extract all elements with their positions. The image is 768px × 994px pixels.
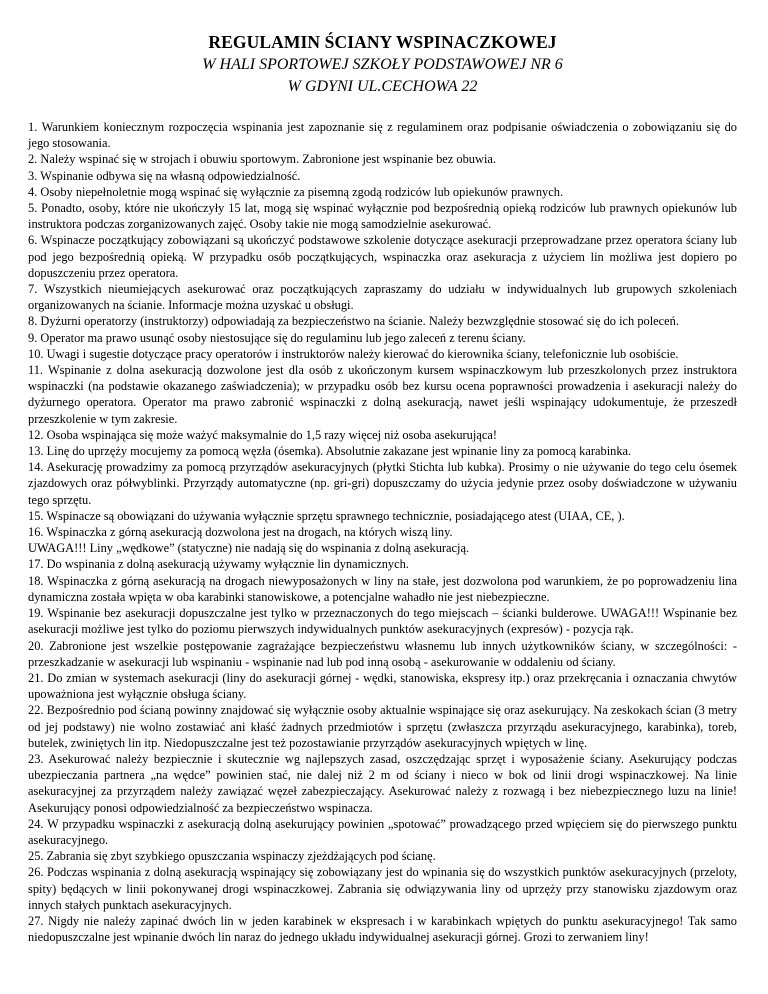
rule-item: 17. Do wspinania z dolną asekuracją używamy wyłącznie lin dynamicznych.: [28, 557, 409, 572]
rule-item: 25. Zabrania się zbyt szybkiego opuszczania wspinaczy zjeżdżających pod ścianę.: [28, 849, 436, 864]
rule-item: 1. Warunkiem koniecznym rozpoczęcia wspinania jest zapoznanie się z regulaminem oraz podpisanie oświadczenia o zobowiązaniu się do jego stosowania.: [28, 120, 737, 151]
rule-item: 10. Uwagi i sugestie dotyczące pracy operatorów i instruktorów należy kierować do kierownika ściany, telefonicznie lub osobiście.: [28, 346, 679, 361]
rule-item: 15. Wspinacze są obowiązani do używania wyłącznie sprzętu sprawnego technicznie, posiadającego atest (UIAA, CE, ).: [28, 508, 625, 523]
rule-item: 8. Dyżurni operatorzy (instruktorzy) odpowiadają za bezpieczeństwo na ścianie. Należy bezwzględnie stosować się do ich poleceń.: [28, 314, 679, 329]
rule-item: 13. Linę do uprzęży mocujemy za pomocą węzła (ósemka). Absolutnie zakazane jest wpinanie liny za pomocą karabinka.: [28, 444, 632, 459]
rule-item: 16. Wspinaczka z górną asekuracją dozwolona jest na drogach, na których wiszą liny.: [28, 525, 453, 540]
rule-item: 4. Osoby niepełnoletnie mogą wspinać się wyłącznie za pisemną zgodą rodziców lub opiekunów prawnych.: [28, 184, 564, 199]
rules-list: [28, 119, 737, 945]
rule-item: 23. Asekurować należy bezpiecznie i skutecznie wg najlepszych zasad, oszczędzając sprzęt i wyposażenie ściany. Asekurujący podczas ubezpieczania partnera „na wędce” powinien stać, nie dalej niż 2 m od ściany i nieco w bok od linii drogi wspinaczkowej. Na linie asekuracyjnej za przyrządem należy zawiązać węzeł zabezpieczający. Asekurować należy z rozwagą i bez niebezpiecznego luzu na linie! Asekurujący ponosi odpowiedzialność za bezpieczeństwo wspinacza.: [28, 751, 737, 815]
rule-item: 14. Asekurację prowadzimy za pomocą przyrządów asekuracyjnych (płytki Stichta lub kubka). Prosimy o nie używanie do tego celu ósemek zjazdowych oraz półwyblinki. Przyrządy automatyczne (np. gri-gri) dopuszczamy do użycia jedynie przez osoby doświadczone w używaniu tego sprzętu.: [28, 460, 737, 507]
rule-item: 18. Wspinaczka z górną asekuracją na drogach niewyposażonych w liny na stałe, jest dozwolona pod warunkiem, że po poprowadzeniu lina dynamiczna została wpięta w oba karabinki stanowiskowe, a potencjalne wahadło nie jest niebezpieczne.: [28, 573, 737, 604]
rule-item: 11. Wspinanie z dolna asekuracją dozwolone jest dla osób z ukończonym kursem wspinaczkowym lub przeszkolonych przez instruktora wspinaczki (na podstawie okazanego zaświadczenia); w przypadku osób bez kursu ocena poprawności prowadzenia i asekuracji należy do dyżurnego operatora. Operator ma prawo zabronić wspinaczki z dolną asekuracją, nawet jeśli wspinający udokumentuje, że przeszedł przeszkolenie w tym zakresie.: [28, 363, 737, 426]
rule-item: 3. Wspinanie odbywa się na własną odpowiedzialność.: [28, 168, 301, 183]
rule-item: 19. Wspinanie bez asekuracji dopuszczalne jest tylko w przeznaczonych do tego miejscach – ścianki bulderowe. UWAGA!!! Wspinanie bez asekuracji możliwe jest tylko do poziomu pierwszych indywidualnych punktów asekuracyjnych (expresów) - pozycja rąk.: [28, 606, 737, 637]
rule-item: 21. Do zmian w systemach asekuracji (liny do asekuracji górnej - wędki, stanowiska, ekspresy itp.) oraz przekręcania i oznaczania chwytów upoważniona jest wyłącznie obsługa ściany.: [28, 670, 737, 702]
rule-item: 27. Nigdy nie należy zapinać dwóch lin w jeden karabinek w ekspresach i w karabinkach wpiętych do punktu asekuracyjnego! Tak samo niedopuszczalne jest wpinanie dwóch lin naraz do jednego układu indywidualnej asekuracji górnej. Grozi to zerwaniem liny!: [28, 913, 737, 945]
rule-item: 6. Wspinacze początkujący zobowiązani są ukończyć podstawowe szkolenie dotyczące asekuracji przeprowadzane przez operatora ściany lub pod jego bezpośrednią opieką. W przypadku osób początkujących, wspinaczka oraz asekuracja z użyciem lin możliwa jest dopiero po dopuszczeniu przez operatora.: [28, 233, 737, 280]
rule-item: 2. Należy wspinać się w strojach i obuwiu sportowym. Zabronione jest wspinanie bez obuwia.: [28, 152, 496, 167]
rule-item: 9. Operator ma prawo usunąć osoby niestosujące się do regulaminu lub jego zaleceń z terenu ściany.: [28, 330, 526, 345]
rule-item: UWAGA!!! Liny „wędkowe” (statyczne) nie nadają się do wspinania z dolną asekuracją.: [28, 541, 470, 556]
document-subtitle-venue: W HALI SPORTOWEJ SZKOŁY PODSTAWOWEJ NR 6: [202, 56, 563, 73]
rule-item: 5. Ponadto, osoby, które nie ukończyły 15 lat, mogą się wspinać wyłącznie pod bezpośrednią opieką rodziców lub prawnych opiekunów lub instruktora podczas zorganizowanych zajęć. Osoby takie nie mogą samodzielnie asekurować.: [28, 201, 737, 232]
document-title: REGULAMIN ŚCIANY WSPINACZKOWEJ: [208, 32, 557, 52]
rule-item: 24. W przypadku wspinaczki z asekuracją dolną asekurujący powinien „spotować” prowadzącego przed wpięciem się do pierwszego punktu asekuracyjnego.: [28, 816, 737, 847]
rule-item: 20. Zabronione jest wszelkie postępowanie zagrażające bezpieczeństwu własnemu lub innych użytkowników ściany, w szczególności: - przeszkadzanie w asekuracji lub wspinaniu - wspinanie nad lub pod inną osobą - asekurowanie w oddaleniu od ściany.: [28, 638, 737, 669]
rule-item: 22. Bezpośrednio pod ścianą powinny znajdować się wyłącznie osoby aktualnie wspinające się oraz asekurujący. Na zeskokach ścian (3 metry od jej podstawy) nie wolno zostawiać ani kłaść żadnych przedmiotów i sprzętu (zwłaszcza przyrządu asekuracyjnego, karabinka), toreb, butelek, zwiniętych lin itp. Niedopuszczalne jest też pozostawianie przyrządów asekuracyjnych wpiętych w linę.: [28, 703, 737, 750]
document-subtitle-address: W GDYNI UL.CECHOWA 22: [287, 78, 478, 95]
rule-item: 12. Osoba wspinająca się może ważyć maksymalnie do 1,5 razy więcej niż osoba asekurująca!: [28, 427, 497, 442]
rule-item: 26. Podczas wspinania z dolną asekuracją wspinający się zobowiązany jest do wpinania się do wszystkich punktów asekuracyjnych (przeloty, spity) będących w linii pokonywanej drogi wspinaczkowej. Zabrania się odwiązywania liny od uprzęży przy stanowisku zjazdowym oraz innych stałych punktach asekuracyjnych.: [28, 865, 737, 912]
rule-item: 7. Wszystkich nieumiejących asekurować oraz początkujących zapraszamy do udziału w indywidualnych lub grupowych szkoleniach organizowanych na ścianie. Informacje można uzyskać u obsługi.: [28, 282, 737, 313]
